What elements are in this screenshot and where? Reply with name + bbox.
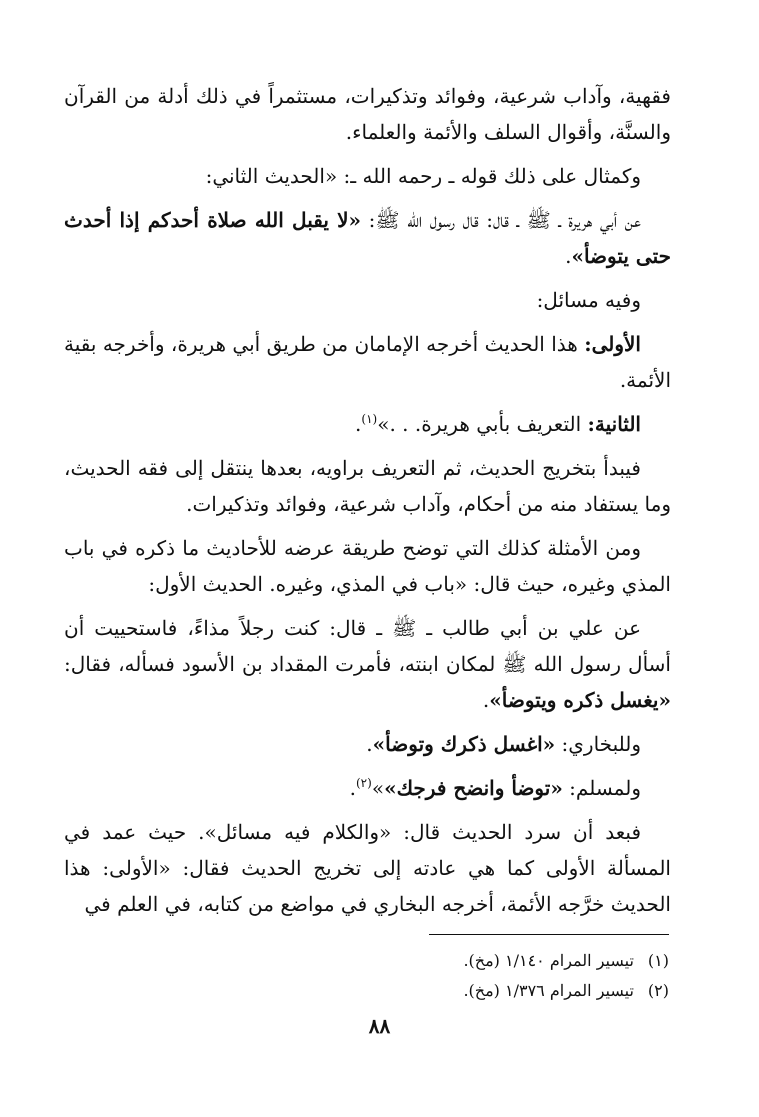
footnotes — [269, 946, 669, 1006]
hadith-end-dot: . — [565, 244, 572, 268]
paragraph-8 — [64, 530, 671, 602]
footnote-ref-1[interactable]: (١) — [361, 412, 378, 426]
paragraph-9 — [64, 610, 671, 718]
paragraph-10 — [64, 726, 671, 762]
paragraph-12 — [64, 814, 671, 922]
footnote-1-number: (١) — [647, 951, 669, 970]
paragraph-2 — [64, 158, 671, 194]
muslim-close-quote: » — [371, 776, 385, 800]
second-issue-label: الثانية: — [587, 412, 641, 436]
paragraph-2-text: وكمثال على ذلك قوله ـ رحمه الله ـ: «الحديث الثاني: — [205, 164, 641, 188]
ali-narration: عن علي بن أبي طالب ـ ﷺ ـ قال: كنت رجلاً مذاءً، فاستحييت أن أسأل رسول الله ﷺ لمكان ابنته، فأمرت المقداد بن الأسود فسأله، فقال: — [64, 616, 671, 676]
bukhari-end: . — [366, 732, 373, 756]
paragraph-7-text: فيبدأ بتخريج الحديث، ثم التعريف براويه، بعدها ينتقل إلى فقه الحديث، وما يستفاد منه من أحكام، وآداب شرعية، وفوائد وتذكيرات. — [64, 456, 671, 516]
paragraph-12-text: فبعد أن سرد الحديث قال: «والكلام فيه مسائل». حيث عمد في المسألة الأولى كما هي عادته إلى تخريج الحديث فقال: «الأولى: هذا الحديث خرَّجه الأئمة، أخرجه البخاري في مواضع من كتابه، في العلم في — [64, 820, 671, 916]
page-number: ٨٨ — [368, 1014, 391, 1038]
muslim-label: ولمسلم: — [562, 776, 641, 800]
paragraph-5 — [64, 326, 671, 398]
first-issue-label: الأولى: — [584, 332, 641, 356]
footnote-2-text: تيسير المرام ١/٣٧٦ (مخ). — [463, 981, 634, 1000]
bukhari-text-bold: «اغسل ذكرك وتوضأ» — [372, 732, 556, 756]
page-body — [64, 78, 671, 922]
footnote-divider — [429, 934, 669, 935]
footnote-ref-2[interactable]: (٢) — [355, 776, 372, 790]
second-issue-text: التعريف بأبي هريرة. . .» — [377, 412, 588, 436]
paragraph-1-text: فقهية، وآداب شرعية، وفوائد وتذكيرات، مستثمراً في ذلك أدلة من القرآن والسنَّة، وأقوال السلف والأئمة والعلماء. — [64, 84, 671, 144]
paragraph-3 — [64, 202, 671, 274]
ali-hadith-end: . — [482, 688, 490, 712]
paragraph-7 — [64, 450, 671, 522]
paragraph-11 — [64, 770, 671, 806]
ali-hadith-bold: «يغسل ذكره ويتوضأ» — [489, 688, 671, 712]
footnote-1-text: تيسير المرام ١/١٤٠ (مخ). — [463, 951, 634, 970]
footnote-1 — [269, 946, 669, 976]
second-issue-end: . — [355, 412, 362, 436]
paragraph-1 — [64, 78, 671, 150]
paragraph-4 — [64, 282, 671, 318]
hadith-text-bold: «لا يقبل الله صلاة أحدكم إذا أحدث حتى يتوضأ» — [64, 208, 671, 268]
muslim-end: . — [349, 776, 356, 800]
muslim-text-bold: «توضأ وانضح فرجك» — [384, 776, 563, 800]
bukhari-label: وللبخاري: — [555, 732, 641, 756]
first-issue-text: هذا الحديث أخرجه الإمامان من طريق أبي هريرة، وأخرجه بقية الأئمة. — [64, 332, 671, 392]
paragraph-6 — [64, 406, 671, 442]
hadith-narration: عن أبي هريرة ـ ﷺ ـ قال: قال رسول الله ﷺ: — [361, 208, 641, 232]
issues-intro: وفيه مسائل: — [536, 288, 641, 312]
footnote-2-number: (٢) — [647, 981, 669, 1000]
footnote-2 — [269, 976, 669, 1006]
paragraph-8-text: ومن الأمثلة كذلك التي توضح طريقة عرضه للأحاديث ما ذكره في باب المذي وغيره، حيث قال: «باب في المذي، وغيره. الحديث الأول: — [64, 536, 671, 596]
